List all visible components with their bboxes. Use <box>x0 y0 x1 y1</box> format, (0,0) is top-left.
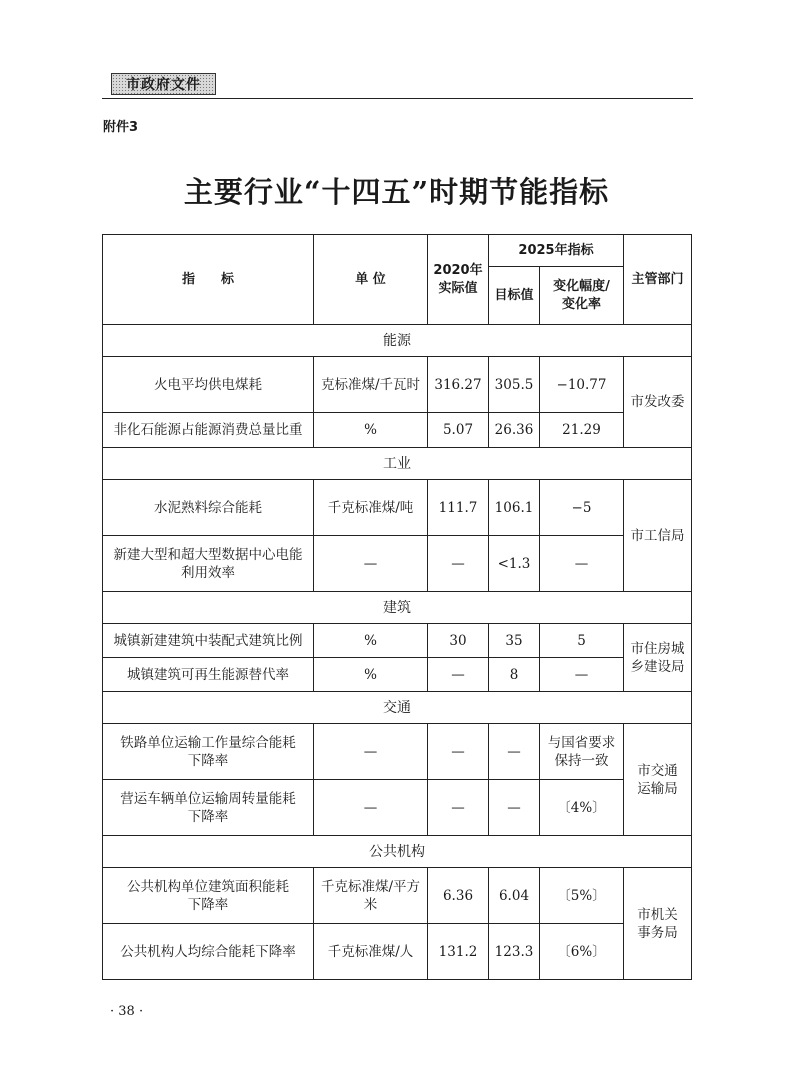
cell-target: 106.1 <box>489 480 540 536</box>
cell-unit: — <box>314 780 428 836</box>
cell-unit: 千克标准煤/人 <box>314 924 428 980</box>
table-row <box>103 924 692 980</box>
cell-actual: 316.27 <box>428 357 489 413</box>
cell-indicator: 公共机构人均综合能耗下降率 <box>103 924 314 980</box>
cell-target: 35 <box>489 624 540 658</box>
cell-actual: 111.7 <box>428 480 489 536</box>
indicator-table <box>102 234 692 980</box>
header-dept: 主管部门 <box>624 235 692 325</box>
cell-change: — <box>540 658 624 692</box>
cell-unit: — <box>314 536 428 592</box>
cell-change: −10.77 <box>540 357 624 413</box>
page-title: 主要行业“十四五”时期节能指标 <box>183 175 610 209</box>
cell-target: <1.3 <box>489 536 540 592</box>
table-row <box>103 658 692 692</box>
cell-change: 21.29 <box>540 413 624 448</box>
cell-change: 〔4%〕 <box>540 780 624 836</box>
section-header: 工业 <box>103 448 692 480</box>
cell-change: 与国省要求 保持一致 <box>540 724 624 780</box>
cell-change: 5 <box>540 624 624 658</box>
cell-actual: 30 <box>428 624 489 658</box>
cell-unit: % <box>314 658 428 692</box>
cell-indicator: 城镇新建建筑中装配式建筑比例 <box>103 624 314 658</box>
cell-target: 8 <box>489 658 540 692</box>
cell-actual: — <box>428 724 489 780</box>
cell-target: 305.5 <box>489 357 540 413</box>
section-header: 建筑 <box>103 592 692 624</box>
table-row <box>103 536 692 592</box>
header-indicator: 指 标 <box>103 235 314 325</box>
cell-unit: — <box>314 724 428 780</box>
header-change: 变化幅度/ 变化率 <box>540 267 624 325</box>
cell-actual: 6.36 <box>428 868 489 924</box>
cell-change: — <box>540 536 624 592</box>
cell-unit: % <box>314 413 428 448</box>
cell-indicator: 新建大型和超大型数据中心电能 利用效率 <box>103 536 314 592</box>
section-header: 交通 <box>103 692 692 724</box>
cell-indicator: 非化石能源占能源消费总量比重 <box>103 413 314 448</box>
cell-target: 6.04 <box>489 868 540 924</box>
cell-actual: 5.07 <box>428 413 489 448</box>
section-header: 公共机构 <box>103 836 692 868</box>
table-row <box>103 724 692 780</box>
table-row <box>103 480 692 536</box>
header-target-2025: 2025年指标 <box>489 235 624 267</box>
cell-dept: 市发改委 <box>624 357 692 448</box>
cell-actual: 131.2 <box>428 924 489 980</box>
cell-target: — <box>489 724 540 780</box>
header-unit: 单 位 <box>314 235 428 325</box>
attachment-label: 附件3 <box>103 120 139 135</box>
cell-dept: 市机关 事务局 <box>624 868 692 980</box>
cell-dept: 市住房城 乡建设局 <box>624 624 692 692</box>
page-number: · 38 · <box>110 1004 144 1019</box>
header-divider <box>102 98 693 99</box>
cell-indicator: 城镇建筑可再生能源替代率 <box>103 658 314 692</box>
table-row <box>103 624 692 658</box>
cell-actual: — <box>428 536 489 592</box>
header-tag: 市政府文件 <box>111 73 216 95</box>
cell-dept: 市工信局 <box>624 480 692 592</box>
table-row <box>103 868 692 924</box>
table-row <box>103 357 692 413</box>
cell-target: 123.3 <box>489 924 540 980</box>
table-row <box>103 780 692 836</box>
cell-indicator: 营运车辆单位运输周转量能耗 下降率 <box>103 780 314 836</box>
table-row <box>103 413 692 448</box>
cell-dept: 市交通 运输局 <box>624 724 692 836</box>
cell-indicator: 铁路单位运输工作量综合能耗 下降率 <box>103 724 314 780</box>
cell-change: −5 <box>540 480 624 536</box>
cell-unit: 千克标准煤/平方米 <box>314 868 428 924</box>
cell-actual: — <box>428 780 489 836</box>
cell-unit: 千克标准煤/吨 <box>314 480 428 536</box>
header-target-value: 目标值 <box>489 267 540 325</box>
cell-unit: 克标准煤/千瓦时 <box>314 357 428 413</box>
section-header: 能源 <box>103 325 692 357</box>
cell-change: 〔5%〕 <box>540 868 624 924</box>
header-actual-2020: 2020年 实际值 <box>428 235 489 325</box>
cell-indicator: 公共机构单位建筑面积能耗 下降率 <box>103 868 314 924</box>
cell-indicator: 火电平均供电煤耗 <box>103 357 314 413</box>
cell-indicator: 水泥熟料综合能耗 <box>103 480 314 536</box>
cell-actual: — <box>428 658 489 692</box>
cell-change: 〔6%〕 <box>540 924 624 980</box>
cell-unit: % <box>314 624 428 658</box>
cell-target: 26.36 <box>489 413 540 448</box>
cell-target: — <box>489 780 540 836</box>
